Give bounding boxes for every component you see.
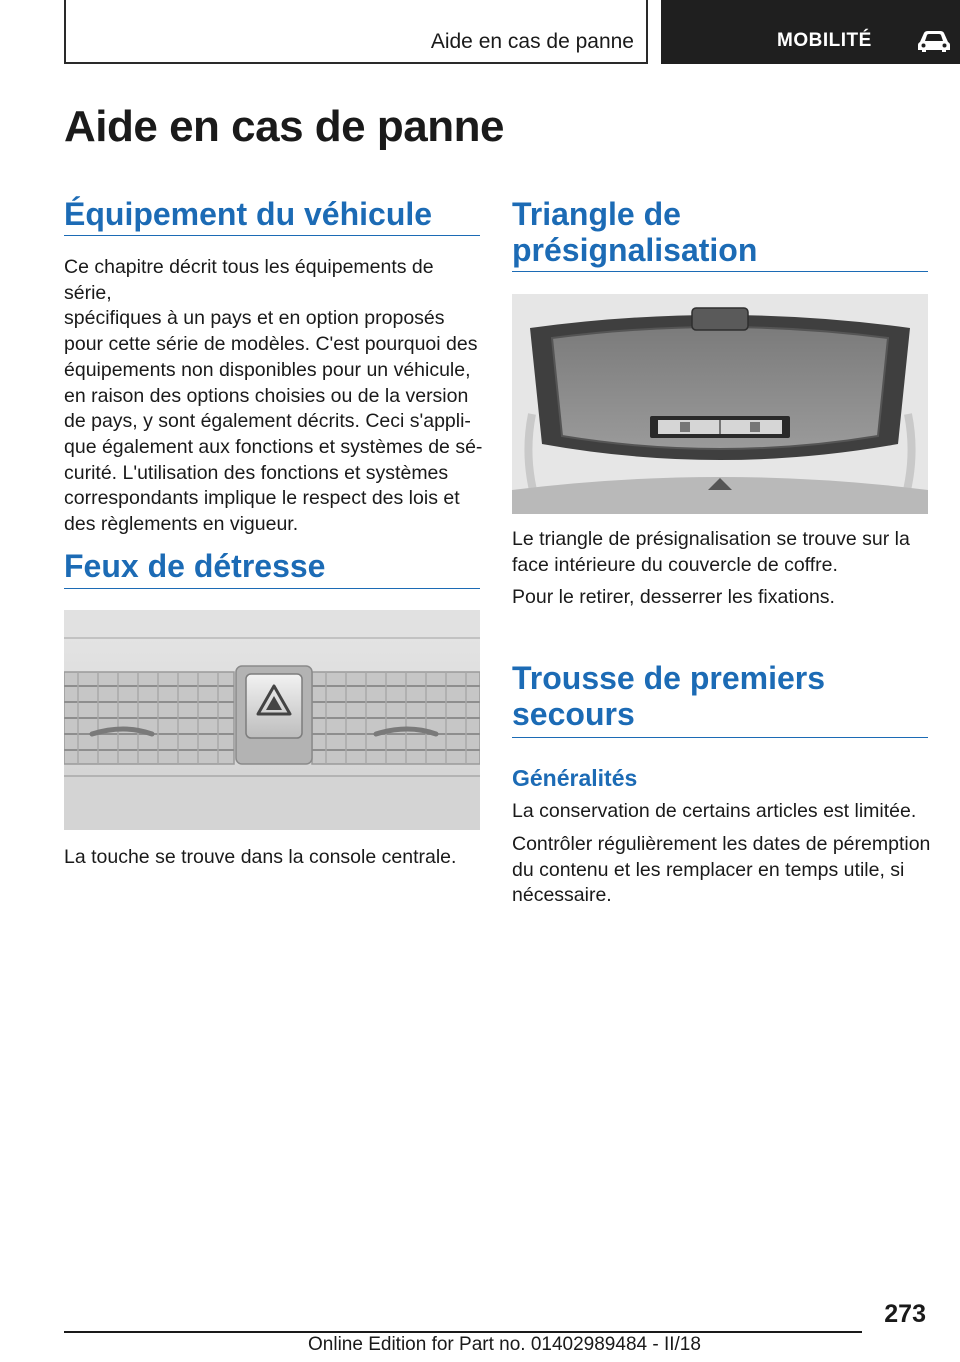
- footer-edition: Online Edition for Part no. 01402989484 - II/18: [308, 1334, 701, 1355]
- car-icon: [916, 28, 952, 54]
- heading-text-line2: présignalisation: [512, 232, 758, 268]
- text-line: curité. L'utilisation des fonctions et systèmes: [64, 461, 449, 484]
- text-line: Contrôler régulièrement les dates de péremption: [512, 833, 931, 855]
- first-aid-paragraph-1: La conservation de certains articles est limitée.: [512, 800, 917, 822]
- text-line: pour cette série de modèles. C'est pourquoi des: [64, 333, 478, 356]
- subheading-generalites: Généralités: [512, 765, 638, 791]
- triangle-caption: [512, 527, 932, 578]
- text-line: Le triangle de présignalisation se trouve sur la: [512, 528, 910, 550]
- header-chapter-tab: [661, 0, 960, 64]
- heading-equipement-vehicule: [64, 196, 480, 236]
- heading-text-line2: secours: [512, 696, 635, 732]
- page-title: Aide en cas de panne: [64, 102, 504, 151]
- text-line: face intérieure du couvercle de coffre.: [512, 553, 838, 576]
- text-line: Ce chapitre décrit tous les équipements de série,: [64, 256, 434, 304]
- triangle-instruction: Pour le retirer, desserrer les fixations.: [512, 586, 835, 608]
- text-line: équipements non disponibles pour un véhicule,: [64, 358, 471, 381]
- hazard-caption: La touche se trouve dans la console centrale.: [64, 846, 457, 868]
- heading-text-line1: Trousse de premiers: [512, 660, 826, 696]
- text-line: de pays, y sont également décrits. Ceci s'appli‐: [64, 410, 471, 433]
- first-aid-paragraph-2: [512, 832, 932, 909]
- heading-text: Feux de détresse: [64, 548, 326, 584]
- hazard-button-figure: [64, 610, 480, 830]
- text-line: spécifiques à un pays et en option proposés: [64, 307, 445, 330]
- text-line: nécessaire.: [512, 884, 612, 907]
- text-line: des règlements en vigueur.: [64, 513, 299, 536]
- heading-triangle: [512, 196, 928, 272]
- heading-trousse-secours: [512, 660, 928, 738]
- equipment-paragraph: [64, 255, 484, 538]
- footer-divider: [64, 1331, 862, 1333]
- text-line: que également aux fonctions et systèmes de sé‐: [64, 435, 483, 458]
- header-section-tab: [64, 0, 648, 64]
- text-line: du contenu et les remplacer en temps utile, si: [512, 858, 905, 881]
- header-chapter-label: MOBILITÉ: [777, 30, 872, 51]
- heading-text: Équipement du véhicule: [64, 196, 433, 232]
- heading-feux-detresse: [64, 548, 480, 589]
- text-line: correspondants implique le respect des lois et: [64, 487, 460, 510]
- page-number: 273: [884, 1300, 926, 1328]
- trunk-lid-figure: [512, 294, 928, 514]
- text-line: en raison des options choisies ou de la version: [64, 384, 469, 407]
- heading-text-line1: Triangle de: [512, 196, 681, 232]
- header-section-label: Aide en cas de panne: [430, 30, 634, 53]
